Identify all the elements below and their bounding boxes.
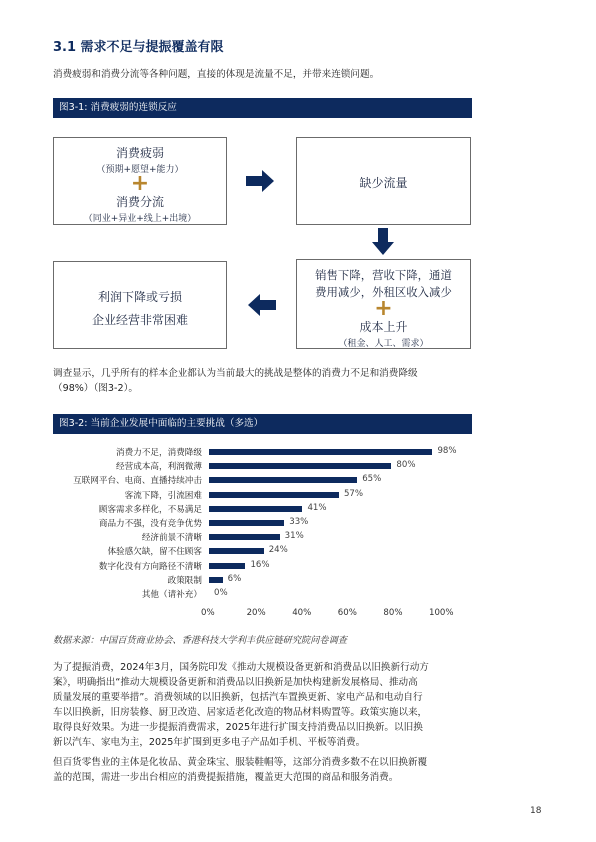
section-title: 3.1 需求不足与提振覆盖有限 [53,40,224,55]
arrow-down-icon [372,228,394,256]
bar [209,548,264,554]
paragraph-line: 盖的范围，需进一步出台相应的消费提振措施，覆盖更大范围的商品和服务消费。 [53,772,399,783]
box1-line4: （同业+异业+线上+出境） [83,214,197,224]
category-label: 政策限制 [167,575,202,586]
data-source: 数据来源：中国百货商业协会、香港科技大学利丰供应链研究院问卷调查 [53,635,347,646]
value-label: 41% [307,502,327,513]
value-label: 31% [284,531,304,542]
category-label: 互联网平台、电商、直播持续冲击 [73,476,202,487]
bar [209,449,432,455]
value-label: 98% [437,446,457,456]
box4-line2: 企业经营非常困难 [91,313,188,327]
value-label: 80% [396,460,416,471]
figure-title-bar: 图3-1: 消费疲弱的连锁反应 [53,98,472,118]
category-label: 数字化没有方向路径不清晰 [98,561,202,572]
bar [209,463,391,469]
box4-line1: 利润下降或亏损 [97,290,182,304]
arrow-right-icon [246,170,276,192]
bar [209,563,245,569]
x-tick-label: 60% [337,608,357,618]
body-paragraph-1 [53,660,533,750]
box1-line1: 消费疲弱 [115,146,164,160]
x-tick-label: 80% [383,608,403,618]
box3-line3: 成本上升 [359,320,408,334]
arrow-left-icon [246,294,276,316]
value-label: 6% [227,573,242,584]
box3-line1: 销售下降，营收下降，通道 [315,268,452,282]
box-sales-decline [296,259,471,349]
box-weak-consumption [53,137,227,225]
paragraph-line: 质量发展的重要举措”。消费领域的以旧换新，包括汽车置换更新、家电产品和电动自行 [53,692,423,703]
category-label: 经营成本高，利润微薄 [116,462,202,473]
box-profit-decline [53,261,227,349]
intro-paragraph: 消费疲弱和消费分流等各种问题，直接的体现是流量不足，并带来连锁问题。 [53,69,380,80]
category-label: 其他（请补充） [141,590,202,600]
paragraph-line: 但百货零售业的主体是化妆品、黄金珠宝、服装鞋帽等，这部分消费多数不在以旧换新覆 [53,757,428,768]
plus-icon: + [374,296,393,321]
box3-line2: 费用减少，外租区收入减少 [315,285,452,299]
paragraph-line: 取得良好效果。为进一步提振消费需求，2025年进行扩围支持消费品以旧换新。以旧换 [53,722,423,733]
bar [209,492,339,498]
survey-text-1: 调查显示，几乎所有的样本企业都认为当前最大的挑战是整体的消费力不足和消费降级 [53,368,418,379]
survey-text-2: （98%）（图3-2）。 [53,383,138,394]
value-label: 33% [289,517,309,527]
category-label: 体验感欠缺，留不住顾客 [107,547,202,558]
page-number: 18 [530,806,542,816]
x-tick-label: 40% [292,608,312,618]
figure-title-bar: 图3-2: 当前企业发展中面临的主要挑战（多选） [53,414,472,434]
box1-line3: 消费分流 [115,195,164,209]
x-tick-label: 100% [429,608,454,618]
x-tick-label: 0% [201,608,215,618]
value-label: 57% [343,488,364,499]
bar [209,506,302,512]
value-label: 16% [250,559,270,570]
body-paragraph-2 [53,755,533,785]
value-label: 24% [268,545,288,556]
value-label: 0% [214,588,228,598]
category-label: 客流下降，引流困难 [124,490,202,501]
category-label: 商品力不强，没有竞争优势 [98,519,202,529]
bar [209,520,284,526]
plus-icon: + [130,171,150,196]
paragraph-line: 案》，明确指出“推动大规模设备更新和消费品以旧换新是加快构建新发展格局、推动高 [53,677,418,688]
paragraph-line: 新以汽车、家电为主，2025年扩围到更多电子产品如手机、平板等消费。 [53,737,366,748]
category-label: 消费力不足，消费降级 [116,448,202,458]
value-label: 65% [362,474,382,485]
x-tick-label: 20% [246,608,266,618]
paragraph-line: 为了提振消费，2024年3月，国务院印发《推动大规模设备更新和消费品以旧换新行动方 [53,662,429,673]
bar [209,577,223,583]
bar [209,534,280,540]
box1-line2: （预期+愿望+能力） [96,165,184,175]
box3-line4: （租金、人工、需求） [338,339,429,349]
bar [209,477,357,483]
category-label: 经济前景不清晰 [141,533,202,544]
paragraph-line: 车以旧换新，旧房装修、厨卫改造、居家适老化改造的物品材料购置等。政策实施以来， [53,707,428,718]
box2-text: 缺少流量 [359,176,408,190]
category-label: 顾客需求多样化，不易满足 [98,504,202,515]
box-lack-traffic [296,137,471,225]
